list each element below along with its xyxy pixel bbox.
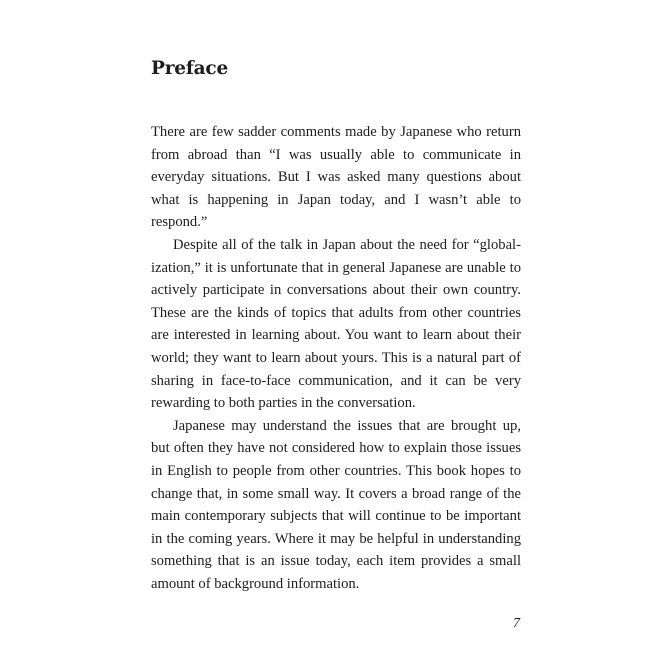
paragraph-3: Japanese may understand the issues that are brought up, but often they have not considered how to explain those issues in English to people from other countries. This book hopes to change that, in some small way. It covers a broad range of the main contemporary subjects that will continue to be important in the coming years. Where it may be helpful in understanding something that is an issue today, each item provides a small amount of background information. (151, 417, 521, 592)
body-text (151, 121, 521, 595)
chapter-heading: Preface (151, 58, 229, 79)
page-number: 7 (513, 616, 520, 631)
paragraph-2: Despite all of the talk in Japan about the need for “globalization,” it is unfortunate that in general Japanese are unable to actively participate in conversations about their own country. These are the kinds of topics that adults from other countries are interested in learning about. You want to learn about their world; they want to learn about yours. This is a natural part of sharing in face-to-face communication, and it can be very rewarding to both parties in the conversation. (151, 236, 521, 412)
paragraph-1: There are few sadder comments made by Japanese who return from abroad than “I was usually able to communicate in everyday situations. But I was asked many questions about what is happening in Japan today, and I wasn’t able to respond.” (151, 124, 521, 231)
